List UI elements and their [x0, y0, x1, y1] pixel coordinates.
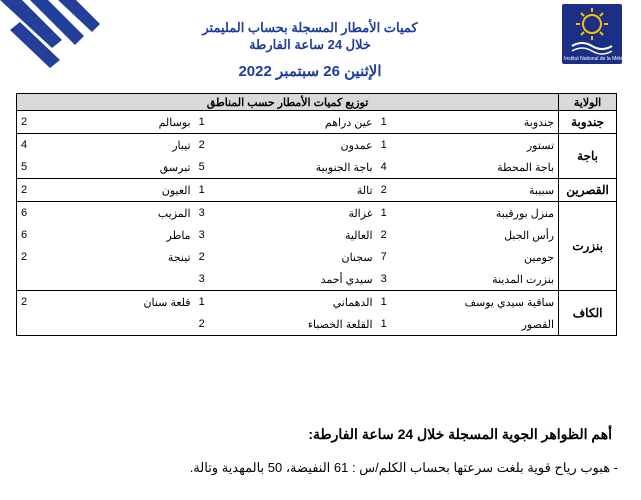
station-name: بنزرت المدينة	[492, 273, 555, 286]
rainfall-value	[17, 313, 47, 336]
rainfall-value: 1	[195, 111, 225, 134]
table-row	[17, 224, 617, 246]
rainfall-value: 1	[195, 179, 225, 202]
rainfall-value: 2	[198, 251, 205, 263]
rainfall-value: 6	[21, 229, 28, 241]
station-name: قلعة سنان	[47, 291, 195, 314]
rainfall-value: 5	[21, 161, 28, 173]
rainfall-value: 3	[380, 273, 387, 285]
phenomena-title: أهم الظواهر الجوية المسجلة خلال 24 ساعة الفارطة:	[308, 426, 612, 442]
phenomena-line-wind: - هبوب رياح قوية بلغت سرعتها بحساب الكلم/س : 61 النفيضة، 50 بالمهدية وتالة.	[189, 460, 618, 475]
rainfall-table	[16, 93, 617, 336]
rainfall-value: 1	[380, 318, 387, 330]
station-name: بوسالم	[47, 111, 195, 134]
station-name	[47, 313, 195, 336]
table-row	[17, 156, 617, 179]
rainfall-value	[17, 268, 47, 291]
station-name: ساقية سيدي يوسف	[407, 291, 559, 314]
governorate-cell: القصرين	[559, 179, 617, 202]
station-name: الدهماني	[225, 291, 377, 314]
table-row	[17, 268, 617, 291]
table-row	[17, 313, 617, 336]
station-name: تيبار	[47, 134, 195, 157]
station-name: باجة المحطة	[497, 161, 555, 174]
rainfall-value: 4	[17, 134, 47, 157]
station-name: القصور	[521, 318, 555, 331]
page-title-line2: خلال 24 ساعة الفارطة	[249, 37, 371, 52]
rainfall-value: 2	[17, 179, 47, 202]
station-name: سجنان	[341, 251, 373, 264]
station-name: جندوبة	[407, 111, 559, 134]
rainfall-value: 2	[21, 251, 28, 263]
station-name: تبرسق	[159, 161, 191, 174]
table-row	[17, 291, 617, 314]
station-name: منزل بورقيبة	[407, 202, 559, 225]
station-name: باجة الجنوبية	[315, 161, 373, 174]
table-row	[17, 202, 617, 225]
report-date: الإثنين 26 سبتمبر 2022	[238, 63, 382, 80]
station-name: سيدي أحمد	[320, 273, 373, 286]
rainfall-value: 3	[198, 229, 205, 241]
station-name: عمدون	[225, 134, 377, 157]
table-header-row	[17, 94, 617, 111]
station-name	[47, 268, 195, 291]
rainfall-value: 3	[195, 202, 225, 225]
distribution-header: توزيع كميات الأمطار حسب المناطق	[17, 94, 559, 111]
table-row	[17, 111, 617, 134]
rainfall-value: 2	[17, 291, 47, 314]
decorative-stripes	[0, 0, 120, 75]
station-name: العيون	[47, 179, 195, 202]
rainfall-value: 2	[195, 134, 225, 157]
governorate-cell: بنزرت	[559, 202, 617, 291]
rainfall-value: 2	[377, 179, 407, 202]
station-name: ماطر	[166, 229, 191, 242]
station-name: جومين	[524, 251, 555, 264]
rainfall-value: 1	[377, 111, 407, 134]
logo-caption: Institut National de la Météorologie	[564, 56, 641, 62]
station-name: تستور	[407, 134, 559, 157]
station-name: القلعة الخصباء	[307, 318, 373, 331]
station-name: سبيبة	[407, 179, 559, 202]
page-title-line1: كميات الأمطار المسجلة بحساب المليمتر	[202, 20, 418, 35]
rainfall-value: 2	[17, 111, 47, 134]
rainfall-value: 2	[198, 318, 205, 330]
rainfall-value: 1	[195, 291, 225, 314]
governorate-cell: جندوبة	[559, 111, 617, 134]
station-name: المزيب	[47, 202, 195, 225]
rainfall-value: 1	[377, 134, 407, 157]
table-row	[17, 246, 617, 268]
station-name: تالة	[225, 179, 377, 202]
governorate-header: الولاية	[559, 94, 617, 111]
governorate-cell: الكاف	[559, 291, 617, 336]
rainfall-value: 3	[198, 273, 205, 285]
rainfall-value: 6	[17, 202, 47, 225]
rainfall-value: 7	[380, 251, 387, 263]
sun-cloud-icon	[562, 4, 622, 54]
station-name: العالية	[344, 229, 373, 242]
station-name: عين دراهم	[225, 111, 377, 134]
station-name: تينجة	[167, 251, 191, 264]
inm-logo	[562, 4, 641, 64]
rainfall-value: 4	[380, 161, 387, 173]
station-name: رأس الجبل	[504, 229, 555, 242]
rainfall-value: 2	[380, 229, 387, 241]
rainfall-value: 1	[377, 202, 407, 225]
table-row	[17, 134, 617, 157]
rainfall-value: 5	[198, 161, 205, 173]
station-name: غزالة	[225, 202, 377, 225]
table-body	[17, 111, 617, 336]
rainfall-value: 1	[377, 291, 407, 314]
governorate-cell: باجة	[559, 134, 617, 179]
table-row	[17, 179, 617, 202]
